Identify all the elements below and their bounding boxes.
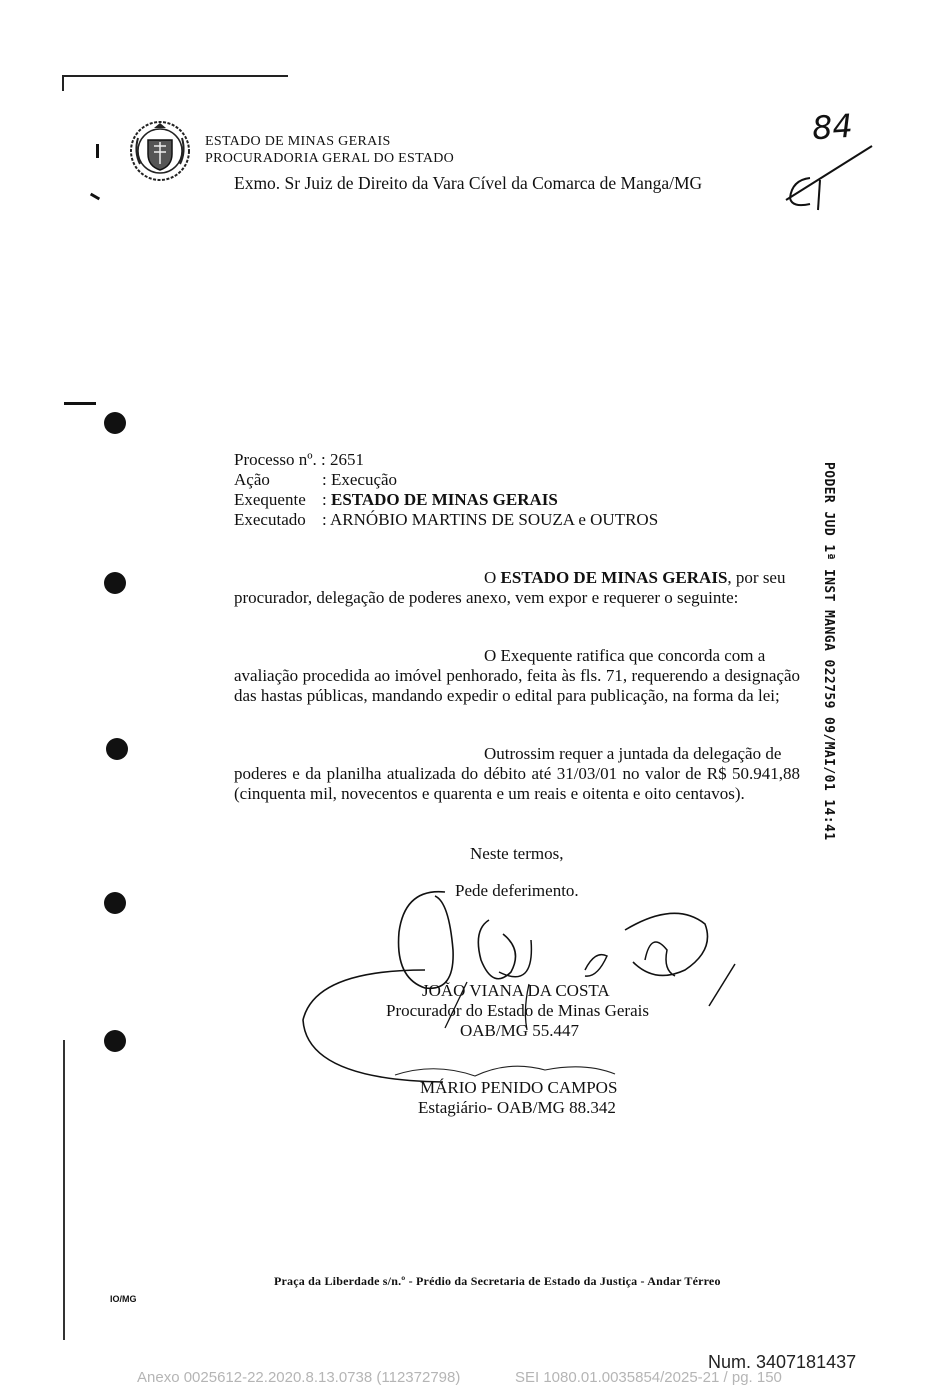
top-border-tick (62, 75, 64, 91)
signature-block-2 (418, 1078, 617, 1118)
paragraph-1-first-line: O Exequente ratifica que concorda com a (484, 646, 766, 665)
defendant-value: : ARNÓBIO MARTINS DE SOUZA e OUTROS (322, 510, 659, 529)
intro-paragraph (234, 568, 800, 608)
paragraph-request (234, 744, 800, 804)
signer-1-oab: OAB/MG 55.447 (460, 1021, 580, 1040)
sei-reference: SEI 1080.01.0035854/2025-21 / pg. 150 (515, 1369, 782, 1386)
intro-text-a: O (484, 568, 501, 587)
signer-2-title: Estagiário- OAB/MG 88.342 (418, 1098, 616, 1117)
case-row-action (234, 470, 658, 490)
intro-text-b: , por seu (727, 568, 786, 587)
case-row-process (234, 450, 658, 470)
letterhead (205, 133, 454, 167)
scan-mark (96, 144, 99, 158)
case-row-defendant (234, 510, 658, 530)
paragraph-2-first-line: Outrossim requer a juntada da delegação de (484, 744, 782, 763)
signer-2-name: MÁRIO PENIDO CAMPOS (420, 1078, 618, 1097)
paragraph-ratification (234, 646, 800, 706)
intro-line-2: procurador, delegação de poderes anexo, vem expor e requerer o seguinte: (234, 588, 739, 607)
paragraph-2-body: poderes e da planilha atualizada do débito até 31/03/01 no valor de R$ 50.941,88 (cinquenta mil, novecentos e quarenta e um reais e oitenta e oito centavos). (234, 764, 800, 803)
case-row-plaintiff: Exequente : ESTADO DE MINAS GERAIS (234, 490, 558, 509)
signer-1-title: Procurador do Estado de Minas Gerais (386, 1001, 649, 1020)
hole-punch (104, 892, 126, 914)
defendant-label: Executado (234, 510, 306, 529)
coat-of-arms-icon (128, 118, 192, 184)
document-number: Num. 3407181437 (708, 1352, 857, 1372)
action-value: : Execução (322, 470, 398, 489)
agency-name: PROCURADORIA GERAL DO ESTADO (205, 151, 455, 166)
closing-line-2: Pede deferimento. (455, 881, 579, 900)
scan-mark (90, 193, 100, 201)
addressee: Exmo. Sr Juiz de Direito da Vara Cível da Comarca de Manga/MG (234, 173, 703, 193)
hole-punch (104, 412, 126, 434)
process-value: : 2651 (320, 450, 364, 469)
plaintiff-value: ESTADO DE MINAS GERAIS (330, 490, 558, 509)
state-name: ESTADO DE MINAS GERAIS (205, 134, 391, 149)
process-label: Processo nº. (234, 450, 317, 469)
printer-code: IO/MG (110, 1294, 137, 1304)
paragraph-1-body: avaliação procedida ao imóvel penhorado, feita às fls. 71, requerendo a designação das hastas públicas, mandando expedir o edital para publicação, na forma da lei; (234, 666, 800, 705)
left-margin-line (63, 1040, 65, 1340)
intro-bold: ESTADO DE MINAS GERAIS (500, 568, 728, 587)
signature-block-1 (386, 981, 658, 1041)
case-info (234, 450, 658, 530)
hole-punch (106, 738, 128, 760)
hole-punch (104, 572, 126, 594)
signer-1-name: JOÃO VIANA DA COSTA (422, 981, 610, 1000)
hole-punch (104, 1030, 126, 1052)
scan-mark (64, 402, 96, 405)
protocol-stamp: PODER JUD 1ª INST MANGA 022759 09/MAI/01 14:41 (821, 462, 836, 841)
footer-address: Praça da Liberdade s/n.º - Prédio da Secretaria de Estado da Justiça - Andar Térreo (274, 1274, 721, 1288)
plaintiff-label: Exequente (234, 490, 306, 509)
closing-line-1: Neste termos, (470, 844, 564, 863)
action-label: Ação (234, 470, 270, 489)
handwritten-page-number: 84 (810, 106, 854, 148)
top-border-line (62, 75, 288, 77)
annex-reference: Anexo 0025612-22.2020.8.13.0738 (112372798) (137, 1369, 461, 1386)
handwritten-mark-icon (780, 140, 880, 220)
